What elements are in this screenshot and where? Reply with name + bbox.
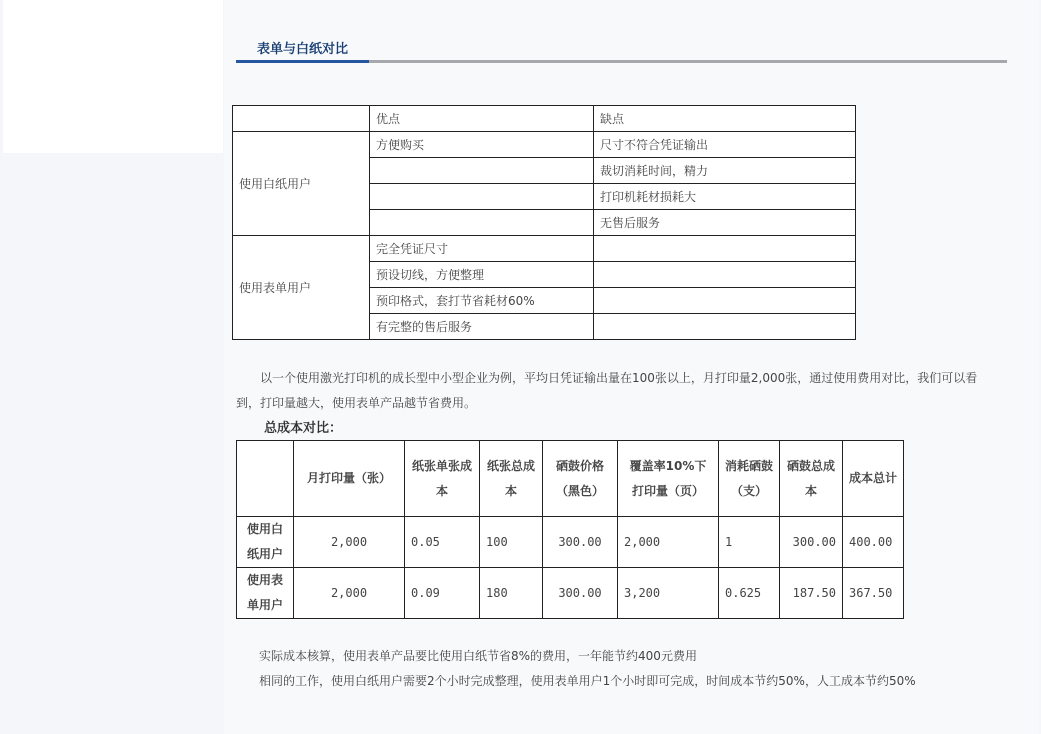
intro-paragraph: 以一个使用激光打印机的成长型中小型企业为例，平均日凭证输出量在100张以上，月打印量2,000张，通过使用费用对比，我们可以看到，打印量越大，使用表单产品越节省费用。 <box>236 371 978 410</box>
table-cell: 尺寸不符合凭证输出 <box>594 132 856 158</box>
table-cell: 367.50 <box>843 568 904 619</box>
table-cell: 裁切消耗时间，精力 <box>594 158 856 184</box>
table-cell: 2,000 <box>294 568 405 619</box>
table-cell <box>594 236 856 262</box>
tab-active-indicator <box>236 60 369 63</box>
row-label-plain-paper: 使用白纸用户 <box>233 132 370 236</box>
table-cell: 300.00 <box>780 517 843 568</box>
table-row <box>233 236 856 262</box>
table-cell <box>370 184 594 210</box>
table-cell: 300.00 <box>543 517 618 568</box>
row-label-plain-paper: 使用白纸用户 <box>237 517 294 568</box>
header-cell: 纸张总成本 <box>480 441 543 517</box>
table-cell <box>370 210 594 236</box>
table-header-row <box>233 106 856 132</box>
table-cell: 0.05 <box>405 517 480 568</box>
header-cell: 纸张单张成本 <box>405 441 480 517</box>
savings-paragraph: 实际成本核算，使用表单产品要比使用白纸节省8%的费用，一年能节约400元费用 <box>259 649 697 663</box>
tab-comparison[interactable]: 表单与白纸对比 <box>257 42 349 57</box>
header-cell <box>237 441 294 517</box>
header-cell <box>233 106 370 132</box>
table-cell: 180 <box>480 568 543 619</box>
pros-cons-table <box>232 105 856 340</box>
header-cell: 月打印量（张） <box>294 441 405 517</box>
table-cell: 预印格式，套打节省耗材60% <box>370 288 594 314</box>
table-cell: 0.625 <box>719 568 780 619</box>
section-tab-bar <box>236 36 1007 64</box>
table-cell: 无售后服务 <box>594 210 856 236</box>
row-label-form: 使用表单用户 <box>233 236 370 340</box>
header-cell: 硒鼓总成本 <box>780 441 843 517</box>
table-cell: 400.00 <box>843 517 904 568</box>
table-row <box>233 132 856 158</box>
table-cell: 3,200 <box>618 568 719 619</box>
table-cell: 完全凭证尺寸 <box>370 236 594 262</box>
table-cell: 2,000 <box>618 517 719 568</box>
table-row <box>237 517 904 568</box>
table-cell: 方便购买 <box>370 132 594 158</box>
table-cell <box>370 158 594 184</box>
table-cell <box>594 262 856 288</box>
header-cell: 覆盖率10%下打印量（页） <box>618 441 719 517</box>
time-savings-paragraph: 相同的工作，使用白纸用户需要2个小时完成整理，使用表单用户1个小时即可完成，时间成本节约50%，人工成本节约50% <box>259 674 916 688</box>
header-pros: 优点 <box>370 106 594 132</box>
cost-comparison-title: 总成本对比： <box>264 421 343 436</box>
header-cell: 成本总计 <box>843 441 904 517</box>
header-cell: 硒鼓价格（黑色） <box>543 441 618 517</box>
table-cell: 预设切线，方便整理 <box>370 262 594 288</box>
table-cell: 0.09 <box>405 568 480 619</box>
main-content <box>224 0 1039 734</box>
table-cell: 2,000 <box>294 517 405 568</box>
table-cell: 1 <box>719 517 780 568</box>
sidebar-panel <box>3 0 223 153</box>
row-label-form: 使用表单用户 <box>237 568 294 619</box>
table-cell: 187.50 <box>780 568 843 619</box>
table-row <box>237 568 904 619</box>
table-cell <box>594 314 856 340</box>
table-cell: 100 <box>480 517 543 568</box>
cost-comparison-table <box>236 440 904 619</box>
table-header-row <box>237 441 904 517</box>
table-cell: 有完整的售后服务 <box>370 314 594 340</box>
table-cell: 打印机耗材损耗大 <box>594 184 856 210</box>
table-cell: 300.00 <box>543 568 618 619</box>
header-cell: 消耗硒鼓（支） <box>719 441 780 517</box>
header-cons: 缺点 <box>594 106 856 132</box>
table-cell <box>594 288 856 314</box>
